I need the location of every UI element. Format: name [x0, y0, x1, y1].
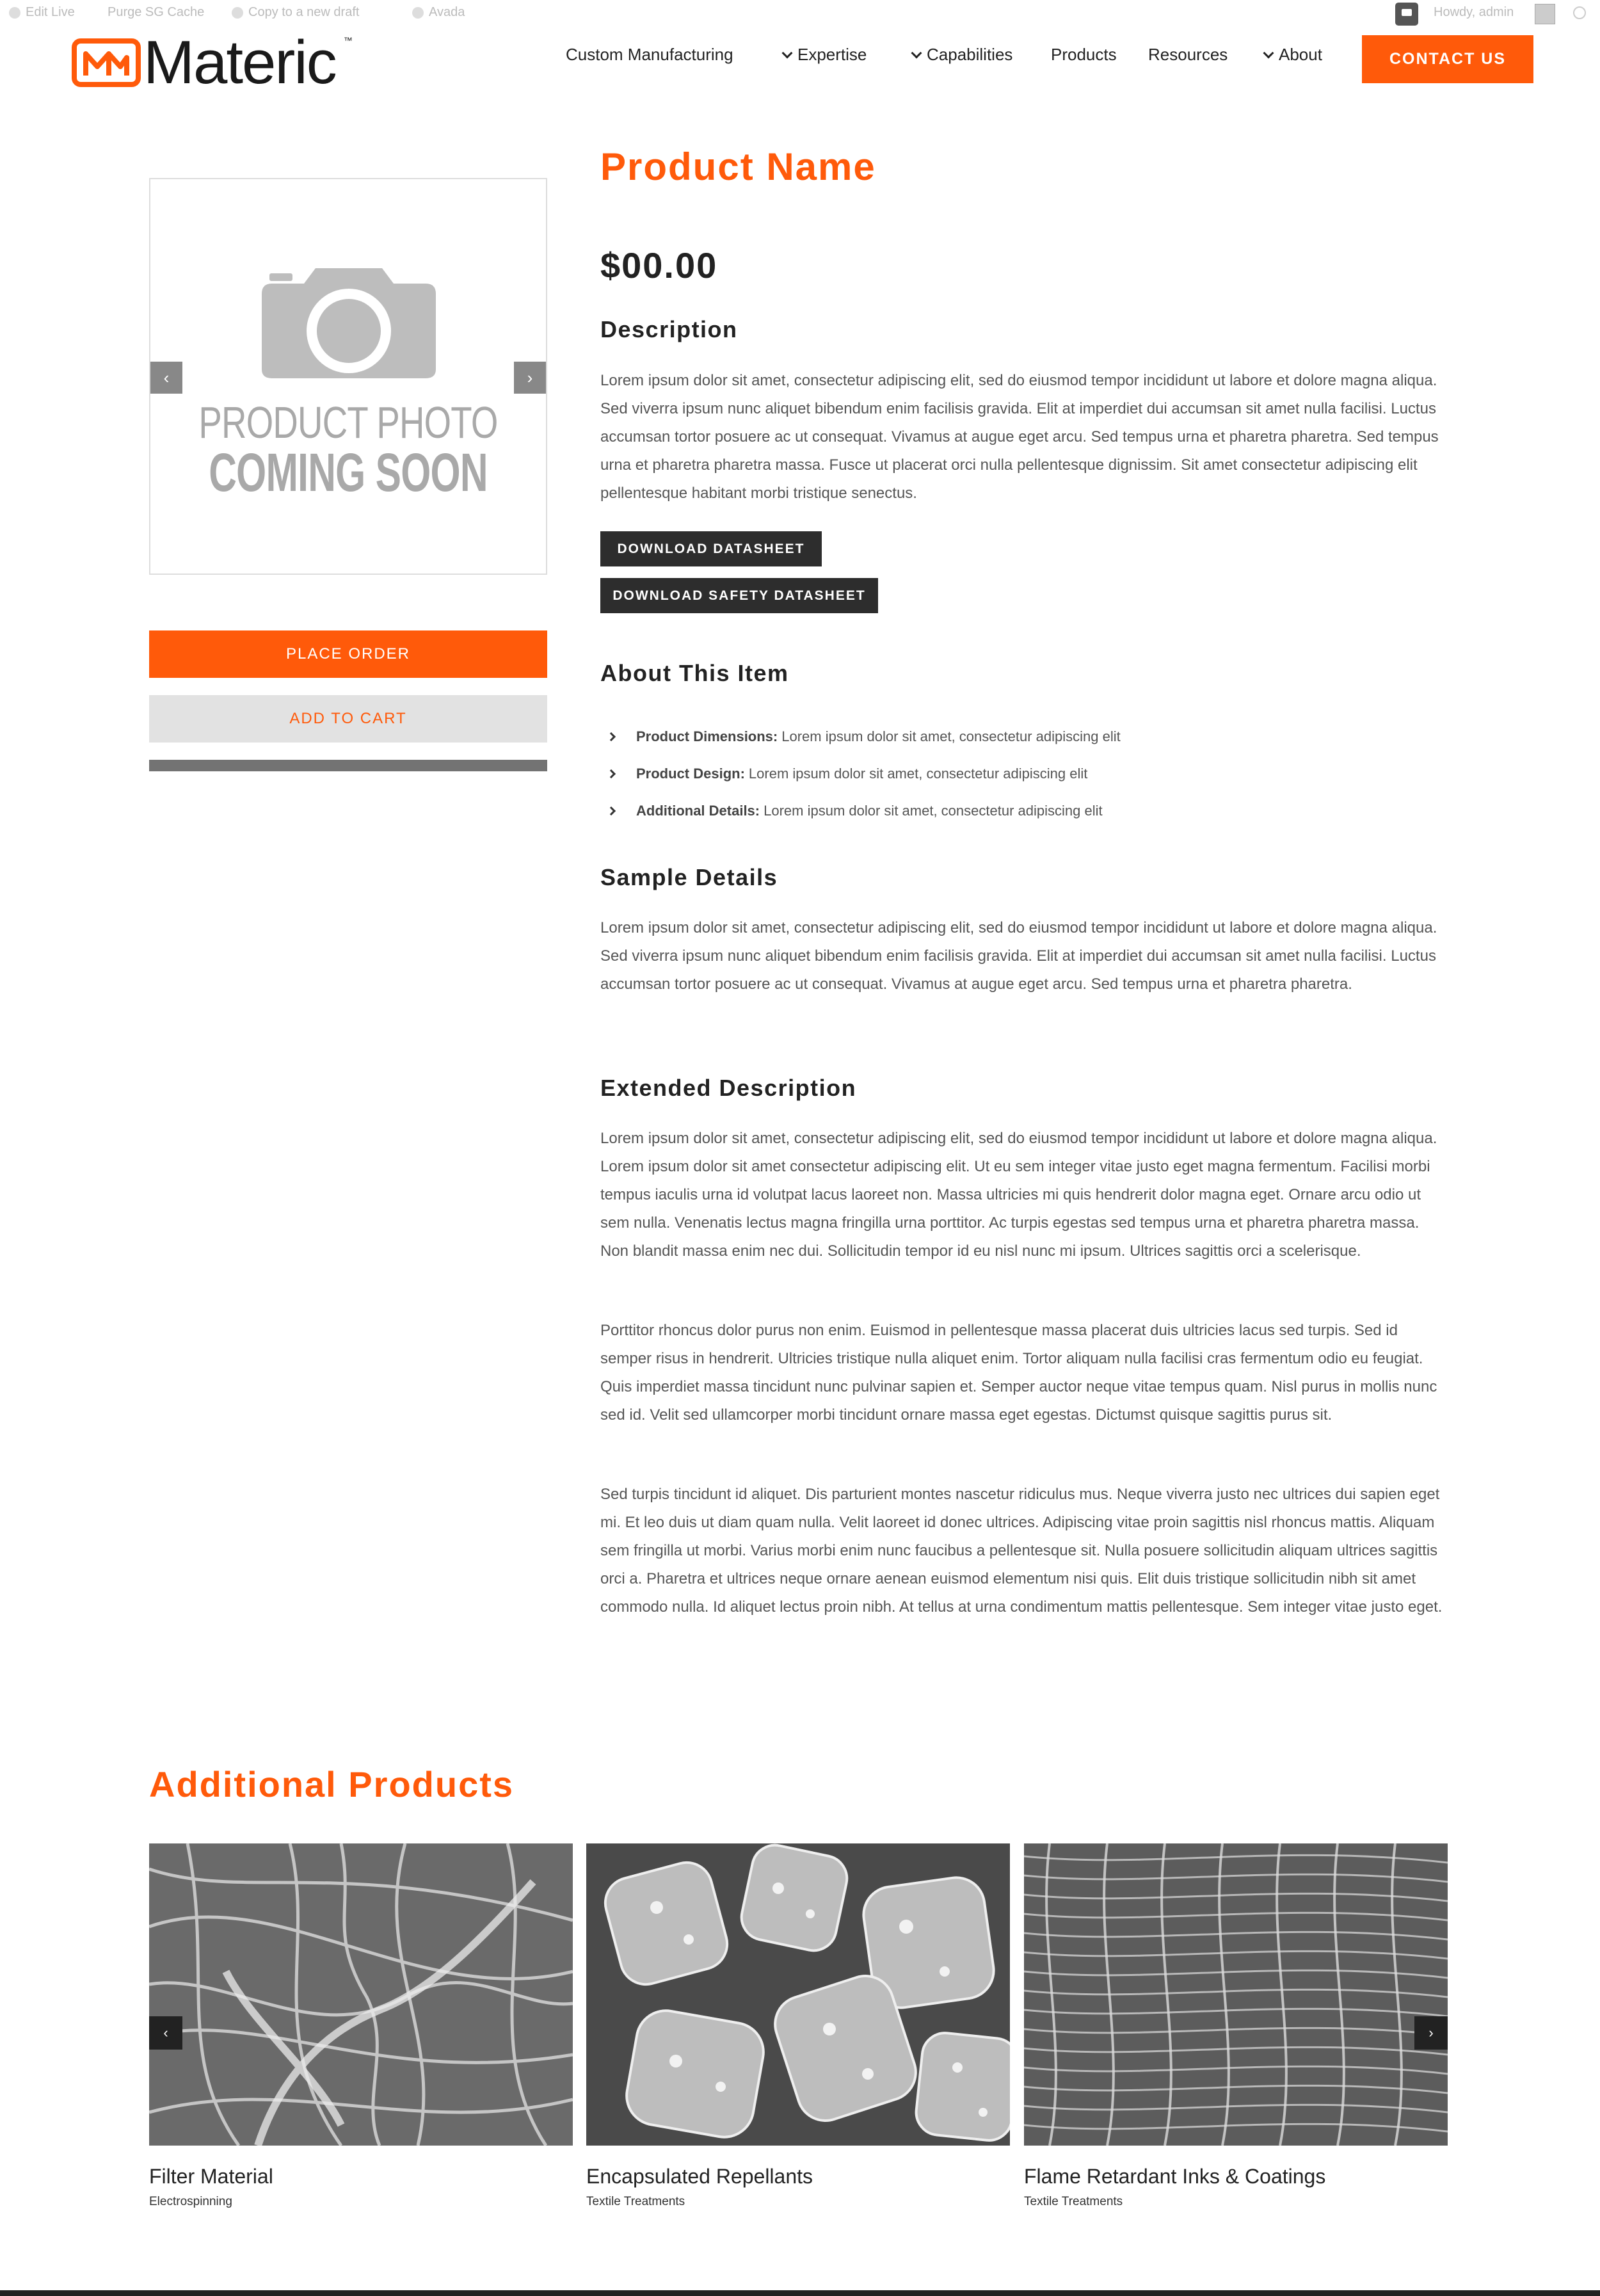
cart-status-bar: [149, 760, 547, 771]
extended-paragraph: Lorem ipsum dolor sit amet, consectetur adipiscing elit, sed do eiusmod tempor incididunt ut labore et dolore magna aliqua. Lorem ipsum dolor sit amet consectetur adipiscing elit. Ut eu sem integer vitae justo eget magna fermentum. Facilisi morbi tempus iaculis urna id volutpat lacus laoreet non. Massa ultricies mi quis hendrerit dolor magna eget. Ornare arcu odio ut sem nulla. Venenatis lectus magna fringilla urna porttitor. Ac turpis egestas sed tempus urna et pharetra pharetra massa. Non blandit massa enim nec dui. Sollicitudin tempor id eu nisl nunc mi ipsum. Ultrices sagittis orci a scelerisque.: [600, 1130, 1437, 1260]
admin-bar: [0, 0, 1600, 28]
product-card-name[interactable]: Flame Retardant Inks & Coatings: [1024, 2165, 1326, 2188]
gallery-next-button[interactable]: ›: [514, 362, 546, 394]
admin-purge-cache[interactable]: Purge SG Cache: [108, 5, 205, 19]
chevron-down-icon: [1263, 47, 1274, 58]
chevron-down-icon: [782, 47, 793, 58]
about-list: [600, 718, 1121, 830]
extended-heading: Extended Description: [600, 1075, 857, 1101]
description-heading: Description: [600, 316, 738, 342]
product-card-name[interactable]: Encapsulated Repellants: [586, 2165, 813, 2188]
nav-products[interactable]: Products: [1051, 45, 1117, 64]
extended-paragraph: Porttitor rhoncus dolor purus non enim. Euismod in pellentesque massa placerat duis ultricies lacus sed turpis. Sed id semper risus in hendrerit. Ultricies tristique nulla aliquet enim. Tortor aliquam nulla facilisi cras fermentum odio eu feugiat. Quis imperdiet massa tincidunt nunc pulvinar sapien et. Semper auctor neque vitae tempus quam. Nisl purus in mollis nunc sed id. Velit sed ullamcorper morbi tincidunt ornare massa eget egestas. Dictumst quisque sagittis purus sit.: [600, 1322, 1437, 1424]
product-card-name[interactable]: Filter Material: [149, 2165, 273, 2188]
fiber-image: [149, 1843, 573, 2146]
product-gallery: [149, 178, 547, 575]
admin-avada[interactable]: Avada: [412, 5, 465, 20]
product-image-filter-material[interactable]: [149, 1843, 573, 2146]
sample-text: Lorem ipsum dolor sit amet, consectetur adipiscing elit, sed do eiusmod tempor incididunt ut labore et dolore magna aliqua. Sed viverra ipsum nunc aliquet bibendum enim facilisis gravida. Elit at imperdiet dui accumsan sit amet nulla facilisi. Luctus accumsan tortor posuere ac ut consequat. Vivamus at augue eget arcu. Sed tempus urna et pharetra pharetra.: [600, 919, 1437, 993]
product-price: $00.00: [600, 245, 718, 285]
product-image-encapsulated-repellants[interactable]: [586, 1843, 1010, 2146]
footer-bar: [0, 2290, 1600, 2296]
sample-heading: Sample Details: [600, 864, 778, 890]
product-card[interactable]: [586, 1843, 1010, 2209]
comments-icon[interactable]: [1395, 3, 1418, 26]
product-card-category[interactable]: Textile Treatments: [586, 2195, 685, 2208]
nav-about[interactable]: About: [1265, 45, 1322, 65]
admin-avatar[interactable]: [1535, 4, 1555, 24]
gallery-prev-button[interactable]: ‹: [150, 362, 182, 394]
avada-icon: [412, 7, 424, 19]
wordpress-icon: [9, 7, 20, 19]
admin-edit-live[interactable]: Edit Live: [9, 5, 75, 20]
capsule-image: [586, 1843, 1010, 2146]
product-title: Product Name: [600, 145, 876, 188]
admin-copy-draft[interactable]: Copy to a new draft: [232, 5, 359, 20]
contact-us-button[interactable]: CONTACT US: [1362, 35, 1533, 83]
about-heading: About This Item: [600, 660, 789, 686]
logo-wordmark: Materic ™: [143, 28, 351, 97]
search-icon[interactable]: [1573, 6, 1586, 19]
chevron-right-icon: [607, 732, 616, 741]
nav-custom-manufacturing[interactable]: Custom Manufacturing: [566, 45, 733, 64]
download-safety-datasheet-button[interactable]: DOWNLOAD SAFETY DATASHEET: [600, 578, 878, 613]
list-item: Additional Details: Lorem ipsum dolor sit amet, consectetur adipiscing elit: [600, 792, 1121, 830]
chevron-right-icon: [607, 807, 616, 815]
product-image-flame-retardant[interactable]: [1024, 1843, 1448, 2146]
product-card-category[interactable]: Textile Treatments: [1024, 2195, 1123, 2208]
carousel-prev-button[interactable]: ‹: [149, 2016, 182, 2050]
place-order-button[interactable]: PLACE ORDER: [149, 630, 547, 678]
chevron-down-icon: [911, 47, 922, 58]
product-card-category[interactable]: Electrospinning: [149, 2195, 232, 2208]
nav-capabilities[interactable]: Capabilities: [913, 45, 1012, 65]
photo-caption-line1: PRODUCT PHOTO: [198, 397, 498, 447]
camera-icon: [259, 259, 438, 381]
chevron-right-icon: [607, 769, 616, 778]
copy-icon: [232, 7, 243, 19]
add-to-cart-button[interactable]: ADD TO CART: [149, 695, 547, 743]
carousel-next-button[interactable]: ›: [1414, 2016, 1448, 2050]
nav-expertise[interactable]: Expertise: [783, 45, 867, 65]
nav-resources[interactable]: Resources: [1148, 45, 1228, 64]
extended-paragraph: Sed turpis tincidunt id aliquet. Dis parturient montes nascetur ridiculus mus. Neque viverra justo nec ultrices dui sapien eget mi. Et leo duis ut diam quam nulla. Velit laoreet id donec ultrices. Adipiscing vitae proin sagittis nisl rhoncus mattis. Aliquam sem fringilla ut morbi. Varius morbi enim nunc faucibus a pellentesque sit. Nulla posuere sollicitudin aliquam ultrices sagittis orci a. Pharetra et ultrices neque ornare aenean euismod elementum nisi quis. Elit duis tristique sollicitudin nibh sit amet commodo nulla. Id aliquet lectus proin nibh. At tellus at urna condimentum mattis pellentesque. Sem integer vitae justo eget.: [600, 1486, 1443, 1616]
product-card[interactable]: [149, 1843, 573, 2209]
product-card[interactable]: [1024, 1843, 1448, 2209]
description-text: Lorem ipsum dolor sit amet, consectetur adipiscing elit, sed do eiusmod tempor incididunt ut labore et dolore magna aliqua. Sed viverra ipsum nunc aliquet bibendum enim facilisis gravida. Elit at imperdiet dui accumsan sit amet nulla facilisi. Luctus accumsan tortor posuere ac ut consequat. Vivamus at augue eget arcu. Sed tempus urna et pharetra pharetra. Sed tempus urna et pharetra pharetra massa. Fusce ut placerat orci nulla pellentesque dignissim. Sit amet consectetur adipiscing elit pellentesque habitant morbi tristique senectus.: [600, 372, 1439, 502]
additional-products-heading: Additional Products: [149, 1764, 514, 1804]
list-item: Product Dimensions: Lorem ipsum dolor sit amet, consectetur adipiscing elit: [600, 718, 1121, 755]
list-item: Product Design: Lorem ipsum dolor sit amet, consectetur adipiscing elit: [600, 755, 1121, 792]
download-datasheet-button[interactable]: DOWNLOAD DATASHEET: [600, 531, 822, 566]
woven-fabric-image: [1024, 1843, 1448, 2146]
photo-caption-line2: COMING SOON: [209, 442, 488, 502]
main-nav: [0, 45, 1600, 73]
admin-greeting[interactable]: Howdy, admin: [1434, 5, 1514, 19]
